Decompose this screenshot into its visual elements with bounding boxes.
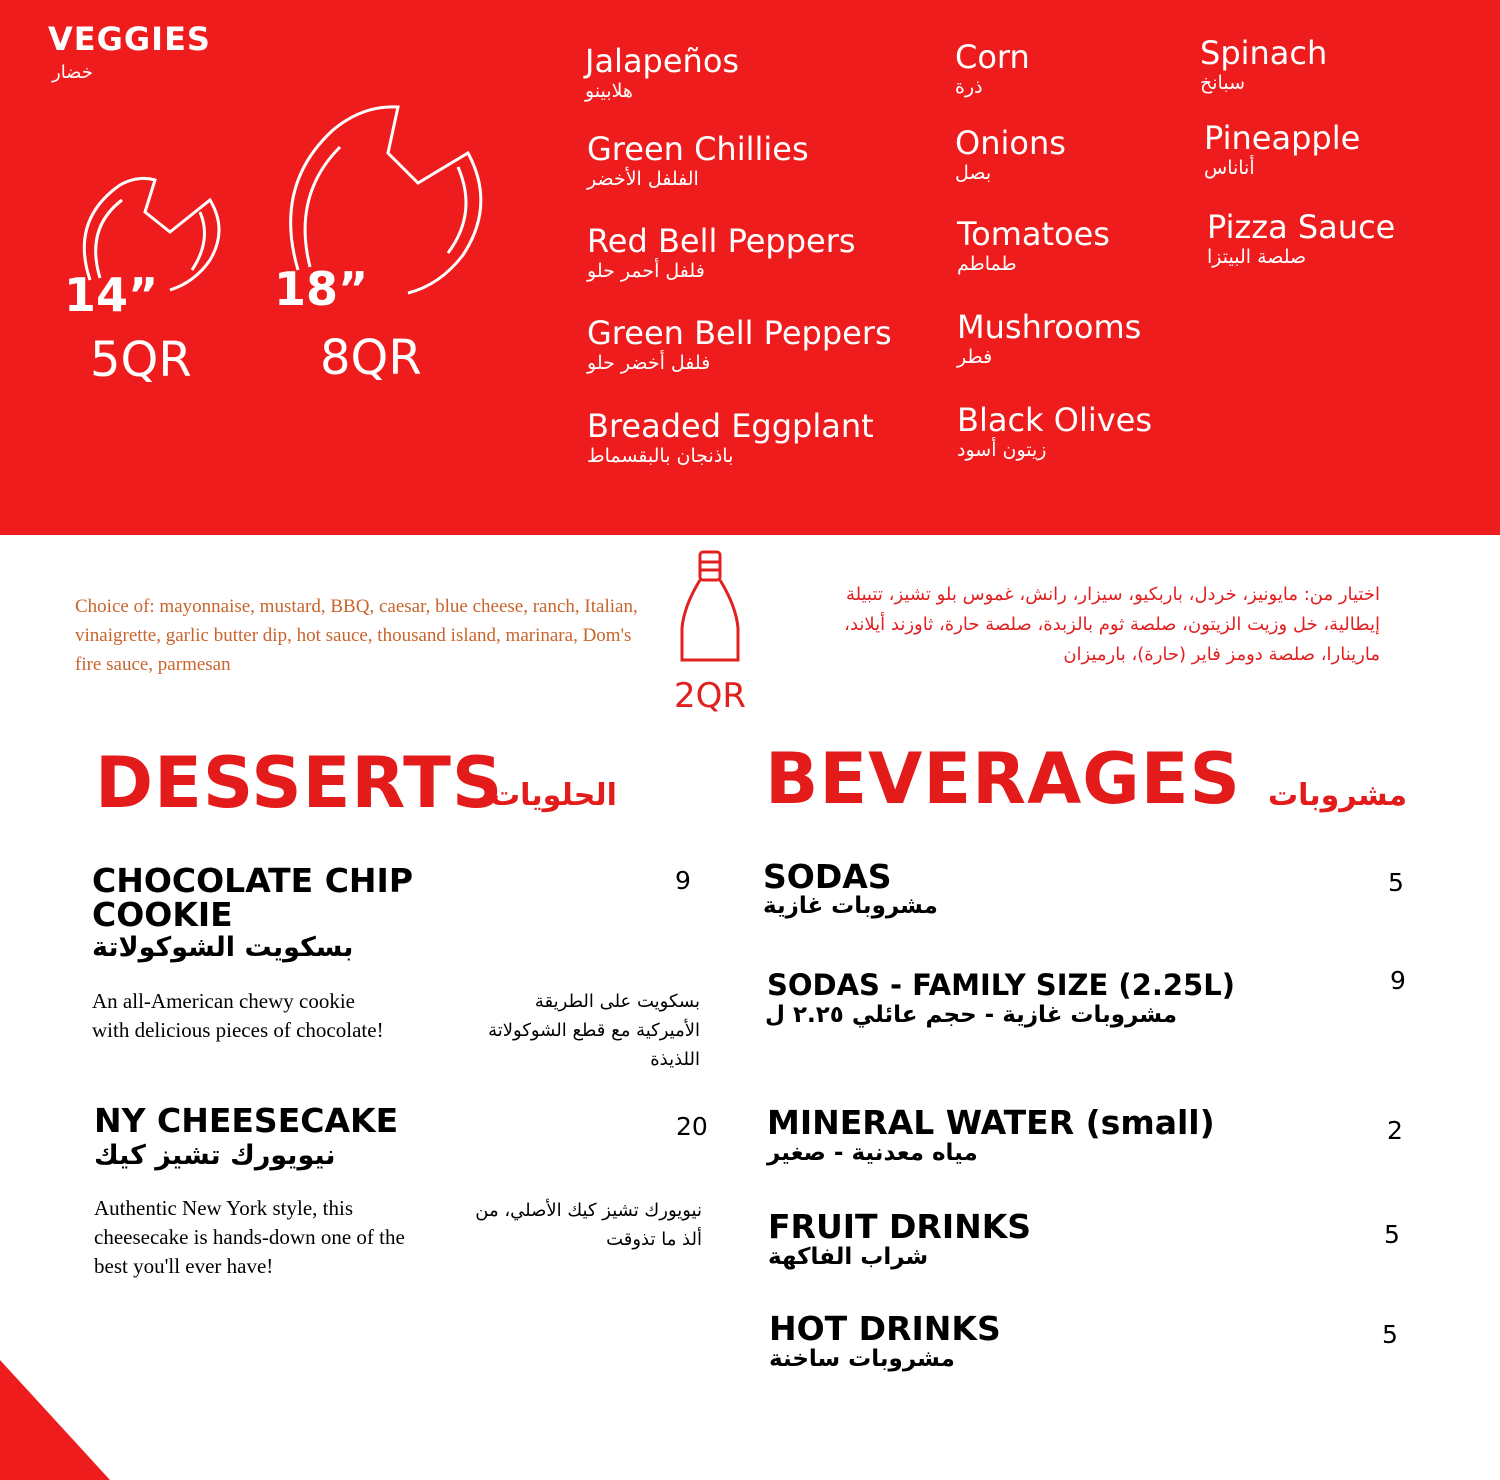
veggies-title-ar: خضار bbox=[52, 62, 93, 83]
topping-name-ar: فلفل أخضر حلو bbox=[587, 352, 711, 374]
dessert-item-name: NY CHEESECAKE bbox=[94, 1101, 399, 1140]
beverage-item-name-ar: شراب الفاكهة bbox=[768, 1244, 929, 1270]
topping-item bbox=[1200, 34, 1327, 94]
desserts-title: DESSERTS bbox=[95, 742, 504, 824]
topping-name: Green Chillies bbox=[587, 130, 809, 168]
topping-name: Red Bell Peppers bbox=[587, 222, 856, 260]
sauce-description: Choice of: mayonnaise, mustard, BBQ, caesar, blue cheese, ranch, Italian, vinaigrette, garlic butter dip, hot sauce, thousand island, marinara, Dom's fire sauce, parmesan bbox=[75, 596, 638, 675]
topping-name-ar: فطر bbox=[957, 346, 993, 368]
desserts-title-ar: الحلويات bbox=[490, 778, 617, 813]
topping-item bbox=[587, 222, 856, 282]
topping-item bbox=[955, 124, 1066, 184]
beverage-item-name: FRUIT DRINKS bbox=[768, 1207, 1032, 1246]
pizza-size-14: 14” bbox=[64, 268, 159, 322]
topping-item bbox=[585, 42, 739, 102]
topping-name: Jalapeños bbox=[585, 42, 740, 80]
beverage-item-price: 5 bbox=[1382, 1320, 1398, 1349]
topping-name-ar: فلفل أحمر حلو bbox=[587, 260, 705, 282]
topping-item bbox=[587, 407, 874, 467]
pizza-price-14: 5QR bbox=[90, 332, 192, 388]
topping-name: Breaded Eggplant bbox=[587, 407, 874, 445]
dessert-item-price: 20 bbox=[676, 1112, 708, 1141]
veggies-panel bbox=[0, 0, 1500, 535]
beverage-item-price: 5 bbox=[1384, 1220, 1400, 1249]
beverage-item-name-ar: مشروبات غازية - حجم عائلي ٢.٢٥ ل bbox=[765, 1002, 1178, 1028]
dessert-item-name-ar: نيويورك تشيز كيك bbox=[94, 1140, 336, 1171]
beverage-item-name: MINERAL WATER (small) bbox=[767, 1103, 1215, 1142]
topping-name-ar: باذنجان بالبقسماط bbox=[587, 445, 734, 467]
beverage-item-name-ar: مشروبات ساخنة bbox=[769, 1346, 955, 1372]
topping-name: Onions bbox=[955, 124, 1066, 162]
dessert-item-name: CHOCOLATE CHIP COOKIE bbox=[92, 861, 414, 934]
topping-item bbox=[957, 401, 1152, 461]
topping-name-ar: أناناس bbox=[1204, 157, 1255, 179]
topping-name: Black Olives bbox=[957, 401, 1153, 439]
beverage-item-name-ar: مياه معدنية - صغير bbox=[767, 1140, 978, 1166]
sauce-price: 2QR bbox=[674, 676, 747, 716]
topping-item bbox=[587, 130, 809, 190]
topping-name-ar: صلصة البيتزا bbox=[1207, 246, 1307, 268]
topping-name-ar: سبانخ bbox=[1200, 72, 1245, 94]
topping-item bbox=[587, 314, 892, 374]
pizza-price-18: 8QR bbox=[320, 330, 422, 386]
beverage-item-price: 9 bbox=[1390, 966, 1406, 995]
dessert-item-description-ar: نيويورك تشيز كيك الأصلي، من ألذ ما تذوقت bbox=[475, 1200, 702, 1250]
topping-name-ar: طماطم bbox=[957, 253, 1017, 275]
topping-item bbox=[1204, 119, 1360, 179]
corner-decoration bbox=[0, 1360, 110, 1480]
topping-name: Mushrooms bbox=[957, 308, 1142, 346]
dessert-item-description: Authentic New York style, this cheesecake is hands-down one of the best you'll ever have! bbox=[94, 1196, 405, 1278]
veggies-title: VEGGIES bbox=[48, 20, 211, 58]
topping-item bbox=[955, 38, 1030, 98]
dessert-item-description-ar: بسكويت على الطريقة الأميركية مع قطع الشوكولاتة اللذيذة bbox=[488, 991, 700, 1070]
beverage-item-name-ar: مشروبات غازية bbox=[763, 893, 938, 919]
sauce-bottle-icon bbox=[678, 548, 742, 668]
topping-name: Corn bbox=[955, 38, 1030, 76]
topping-name: Pizza Sauce bbox=[1207, 208, 1396, 246]
topping-name: Spinach bbox=[1200, 34, 1328, 72]
beverage-item-price: 2 bbox=[1387, 1116, 1403, 1145]
topping-name-ar: بصل bbox=[955, 162, 992, 184]
topping-name-ar: هلابينو bbox=[585, 80, 633, 102]
beverages-title-ar: مشروبات bbox=[1268, 778, 1408, 813]
dessert-item-price: 9 bbox=[675, 866, 691, 895]
dessert-item-name-ar: بسكويت الشوكولاتة bbox=[92, 932, 354, 963]
topping-item bbox=[957, 215, 1110, 275]
dessert-item-description: An all-American chewy cookie with delicious pieces of chocolate! bbox=[92, 989, 384, 1042]
pizza-size-18: 18” bbox=[274, 262, 369, 316]
topping-name-ar: الفلفل الأخضر bbox=[587, 168, 699, 190]
beverage-item-name: SODAS bbox=[763, 857, 892, 896]
beverages-title: BEVERAGES bbox=[765, 738, 1241, 820]
topping-name: Tomatoes bbox=[957, 215, 1110, 253]
beverage-item-name: SODAS - FAMILY SIZE (2.25L) bbox=[767, 968, 1235, 1002]
topping-item bbox=[1207, 208, 1395, 268]
topping-item bbox=[957, 308, 1141, 368]
topping-name: Pineapple bbox=[1204, 119, 1361, 157]
beverage-item-price: 5 bbox=[1388, 868, 1404, 897]
sauce-description-ar: اختيار من: مايونيز، خردل، باربكيو، سيزار، رانش، غموس بلو تشيز، تتبيلة إيطالية، خل وزيت الزيتون، صلصة ثوم بالزبدة، صلصة حارة، ثاوزند أيلاند، مارينارا، صلصة دومز فاير (حارة)، بارميزان bbox=[844, 584, 1380, 665]
topping-name-ar: ذرة bbox=[955, 76, 983, 98]
topping-name-ar: زيتون أسود bbox=[957, 439, 1047, 461]
beverage-item-name: HOT DRINKS bbox=[769, 1309, 1001, 1348]
topping-name: Green Bell Peppers bbox=[587, 314, 892, 352]
